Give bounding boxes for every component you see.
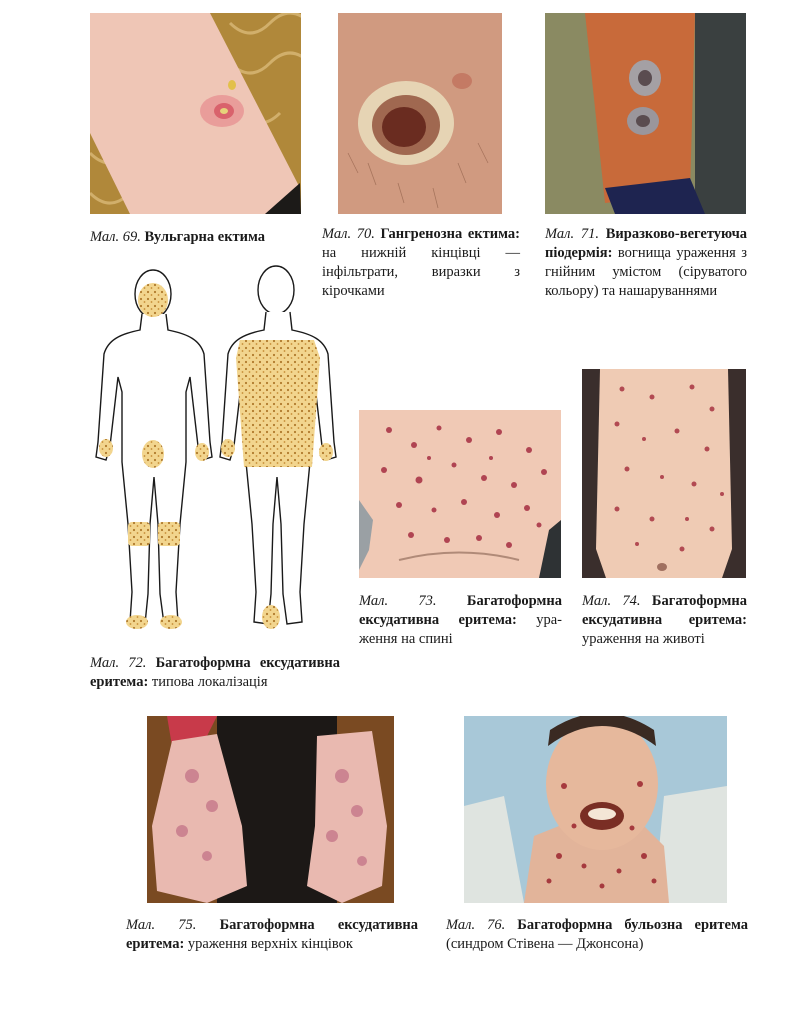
figure-title: Багатоформна бульозна еритема	[517, 917, 748, 933]
figure-title: Багатоформна ексудативна еритема:	[126, 917, 419, 952]
photo-fig-76-stevens-johnson	[464, 716, 727, 903]
caption-fig-70	[322, 225, 520, 301]
photo-fig-70-gangrenous-ecthyma	[338, 13, 502, 214]
photo-fig-74-abdomen-lesions	[582, 369, 746, 578]
figure-label: Мал. 75.	[126, 917, 197, 933]
figure-title: Гангренозна ектима:	[380, 226, 520, 242]
figure-description: ураження на животі	[582, 631, 705, 647]
figure-description: на нижній кінцівці — інфільтрати, виразки з кірочками	[322, 245, 520, 299]
figure-title: Багатоформна ексудативна еритема:	[359, 593, 563, 628]
figure-label: Мал. 72.	[90, 655, 147, 671]
figure-description: вогнища ураження з гнійним умiстом (сіруватого кольору) та нашаруваннями	[545, 245, 747, 299]
caption-fig-69	[90, 228, 305, 247]
figure-label: Мал. 69.	[90, 229, 141, 245]
figure-label: Мал. 74.	[582, 593, 641, 609]
caption-fig-73	[359, 592, 562, 649]
figure-label: Мал. 71.	[545, 226, 599, 242]
photo-fig-71-ulcerative-pyoderma	[545, 13, 746, 214]
figure-description: (синдром Стівена — Джонсона)	[446, 936, 644, 952]
figure-description: ураження верхніх кінцівок	[187, 936, 353, 952]
caption-fig-71	[545, 225, 747, 301]
caption-fig-72	[90, 654, 340, 692]
caption-fig-75	[126, 916, 418, 954]
figure-label: Мал. 73.	[359, 593, 437, 609]
photo-fig-75-hands-lesions	[147, 716, 394, 903]
figure-description: ураження на спині	[359, 612, 562, 647]
figure-description: типова локалізація	[151, 674, 268, 690]
figure-title: Виразково-вегетуюча піодермія:	[545, 226, 747, 261]
figure-label: Мал. 76.	[446, 917, 506, 933]
caption-fig-74	[582, 592, 747, 649]
photo-fig-73-back-lesions	[359, 410, 561, 578]
photo-fig-69-vulgar-ecthyma	[90, 13, 301, 214]
figure-title: Багатоформна ексудативна еритема:	[582, 593, 748, 628]
figure-title: Багатоформна ексудативна еритема:	[90, 655, 341, 690]
body-diagram-fig-72	[90, 262, 340, 647]
caption-fig-76	[446, 916, 748, 954]
figure-title: Вульгарна ектима	[144, 229, 266, 245]
figure-label: Мал. 70.	[322, 226, 375, 242]
